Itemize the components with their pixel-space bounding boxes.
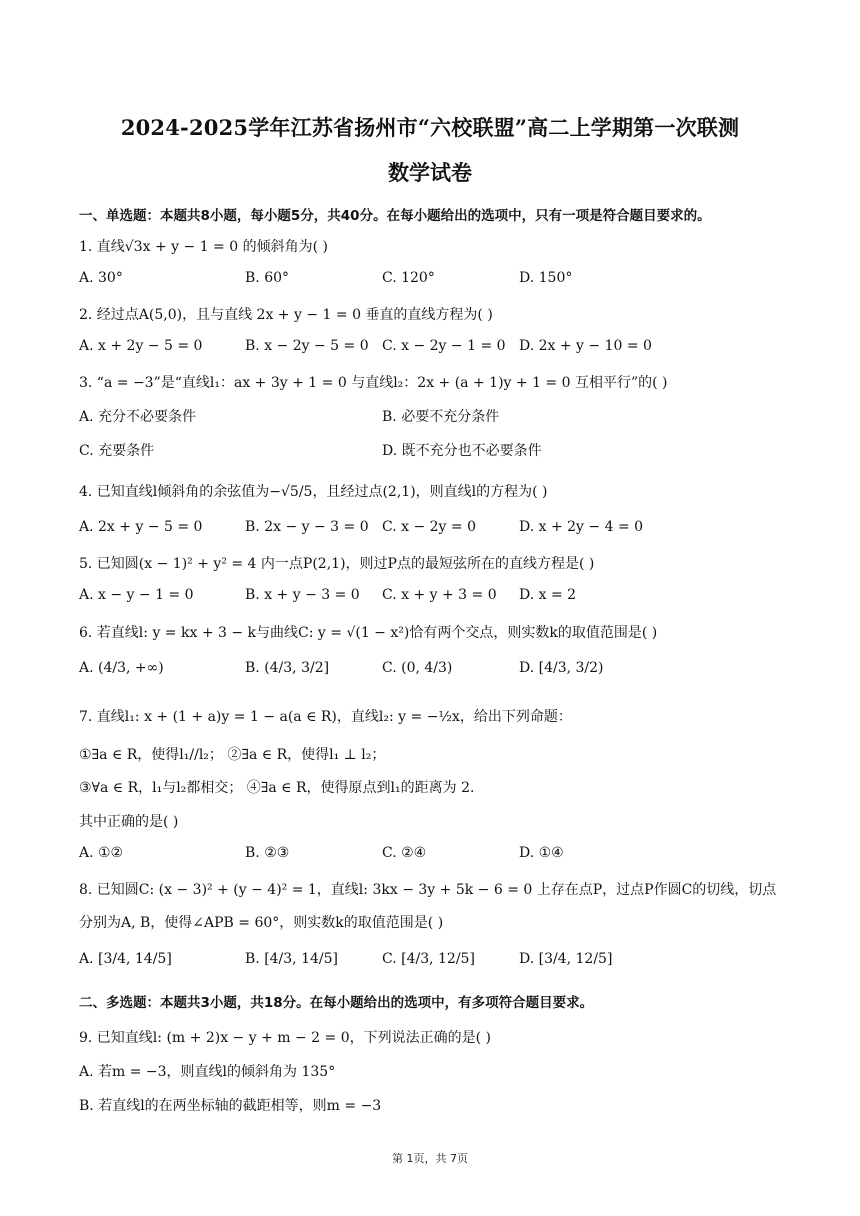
question-7-stem: 7. 直线l₁: x + (1 + a)y = 1 − a(a ∈ R)，直线l₂: y = −½x，给出下列命题： — [79, 709, 572, 725]
question-3-options-row1 — [79, 406, 799, 428]
option-b: B. (4/3, 3/2] — [245, 660, 330, 676]
question-5-stem: 5. 已知圆(x − 1)² + y² = 4 内一点P(2,1)，则过P点的最短弦所在的直线方程是( ) — [79, 556, 595, 572]
option-c: C. 充要条件 — [79, 443, 155, 459]
question-9-stem: 9. 已知直线l: (m + 2)x − y + m − 2 = 0，下列说法正确的是( ) — [79, 1030, 491, 1046]
option-c: C. x + y + 3 = 0 — [382, 587, 497, 603]
section-heading-single-choice: 一、单选题：本题共8小题，每小题5分，共40分。在每小题给出的选项中，只有一项是符合题目要求的。 — [79, 208, 711, 224]
option-a: A. x − y − 1 = 0 — [79, 587, 194, 603]
option-a: A. (4/3, +∞) — [79, 660, 164, 676]
question-8-stem-continued: 分别为A, B，使得∠APB = 60°，则实数k的取值范围是( ) — [79, 915, 444, 931]
option-d: D. ①④ — [519, 845, 564, 861]
question-5-options — [79, 587, 799, 609]
option-c: C. (0, 4/3) — [382, 660, 453, 676]
question-3-stem: 3. “a = −3”是“直线l₁：ax + 3y + 1 = 0 与直线l₂：2x + (a + 1)y + 1 = 0 互相平行”的( ) — [79, 375, 668, 391]
question-3-options-row2 — [79, 440, 799, 462]
option-c: C. 120° — [382, 270, 435, 286]
question-6-stem: 6. 若直线l: y = kx + 3 − k与曲线C: y = √(1 − x²)恰有两个交点，则实数k的取值范围是( ) — [79, 625, 658, 641]
option-b: B. 2x − y − 3 = 0 — [245, 519, 369, 535]
option-a: A. [3/4, 14/5] — [79, 951, 172, 967]
option-c: C. x − 2y = 0 — [382, 519, 476, 535]
option-b: B. 必要不充分条件 — [382, 409, 500, 425]
question-9-option-a: A. 若m = −3，则直线l的倾斜角为 135° — [79, 1064, 336, 1080]
option-d: D. x = 2 — [519, 587, 577, 603]
option-b: B. x − 2y − 5 = 0 — [245, 338, 369, 354]
page-footer: 第 1页，共 7页 — [392, 1152, 468, 1165]
option-d: D. 既不充分也不必要条件 — [382, 443, 542, 459]
question-7-propositions-1: ①∃a ∈ R，使得l₁//l₂； ②∃a ∈ R，使得l₁ ⊥ l₂； — [79, 747, 386, 763]
option-a: A. ①② — [79, 845, 124, 861]
option-a: A. 2x + y − 5 = 0 — [79, 519, 203, 535]
option-d: D. 2x + y − 10 = 0 — [519, 338, 652, 354]
question-7-propositions-2: ③∀a ∈ R，l₁与l₂都相交； ④∃a ∈ R，使得原点到l₁的距离为 2. — [79, 780, 475, 796]
option-b: B. x + y − 3 = 0 — [245, 587, 360, 603]
option-a: A. 充分不必要条件 — [79, 409, 197, 425]
question-4-options — [79, 519, 799, 541]
option-b: B. ②③ — [245, 845, 290, 861]
option-c: C. x − 2y − 1 = 0 — [382, 338, 506, 354]
option-d: D. [4/3, 3/2) — [519, 660, 604, 676]
option-d: D. 150° — [519, 270, 573, 286]
question-2-stem: 2. 经过点A(5,0)，且与直线 2x + y − 1 = 0 垂直的直线方程为( ) — [79, 307, 493, 323]
option-a: A. 30° — [79, 270, 123, 286]
question-2-options — [79, 338, 799, 360]
option-b: B. 60° — [245, 270, 290, 286]
exam-subtitle: 数学试卷 — [388, 160, 472, 185]
question-8-stem: 8. 已知圆C: (x − 3)² + (y − 4)² = 1，直线l: 3kx − 3y + 5k − 6 = 0 上存在点P，过点P作圆C的切线，切点 — [79, 882, 777, 898]
question-4-stem: 4. 已知直线l倾斜角的余弦值为−√5/5，且经过点(2,1)，则直线l的方程为( ) — [79, 484, 548, 500]
question-7-lead: 其中正确的是( ) — [79, 814, 179, 830]
option-c: C. [4/3, 12/5] — [382, 951, 475, 967]
question-8-options — [79, 951, 799, 973]
option-b: B. [4/3, 14/5] — [245, 951, 338, 967]
question-9-option-b: B. 若直线l的在两坐标轴的截距相等，则m = −3 — [79, 1098, 382, 1114]
section-heading-multiple-choice: 二、多选题：本题共3小题，共18分。在每小题给出的选项中，有多项符合题目要求。 — [79, 995, 594, 1011]
exam-title: 2024-2025学年江苏省扬州市“六校联盟”高二上学期第一次联测 — [120, 115, 740, 140]
option-d: D. [3/4, 12/5] — [519, 951, 613, 967]
option-c: C. ②④ — [382, 845, 427, 861]
question-1-stem: 1. 直线√3x + y − 1 = 0 的倾斜角为( ) — [79, 239, 328, 255]
question-1-options — [79, 270, 799, 292]
option-d: D. x + 2y − 4 = 0 — [519, 519, 644, 535]
option-a: A. x + 2y − 5 = 0 — [79, 338, 203, 354]
question-7-options — [79, 845, 799, 867]
question-6-options — [79, 660, 799, 682]
